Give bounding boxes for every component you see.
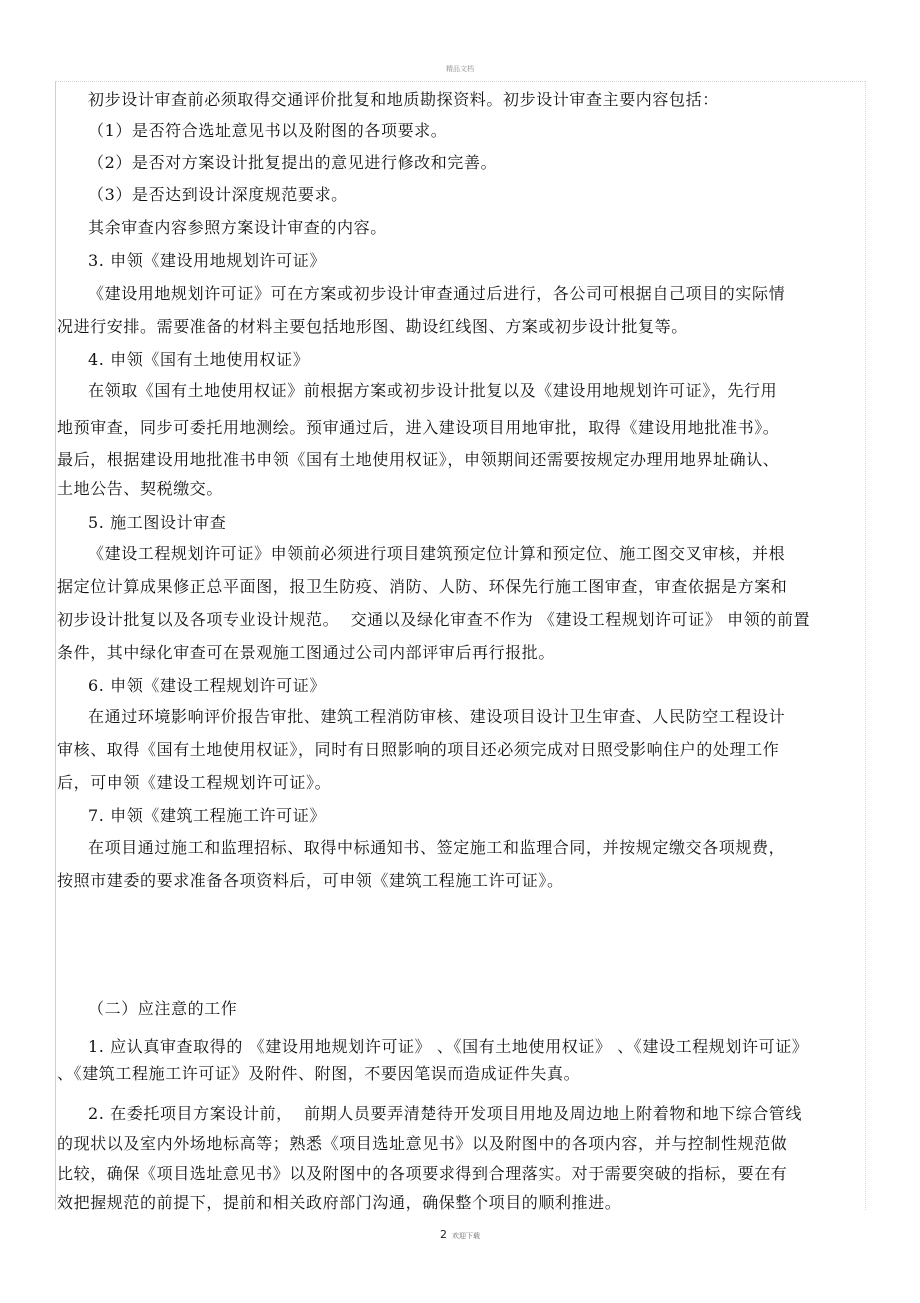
text-line: （2）是否对方案设计批复提出的意见进行修改和完善。 — [88, 153, 498, 172]
text-line: 其余审查内容参照方案设计审查的内容。 — [88, 218, 387, 237]
text-line: （1）是否符合选址意见书以及附图的各项要求。 — [88, 121, 448, 140]
section-heading: 7. 申领《建筑工程施工许可证》 — [88, 806, 326, 825]
text-line: 条件，其中绿化审查可在景观施工图通过公司内部评审后再行报批。 — [57, 643, 556, 662]
text-line: 1. 应认真审查取得的 《建设用地规划许可证》 、《国有土地使用权证》 、《建设工程规划许可证》 — [88, 1037, 809, 1056]
footer-text: 欢迎下载 — [452, 1232, 481, 1240]
text-line: 后，可申领《建设工程规划许可证》。 — [57, 773, 332, 792]
text-line: 在项目通过施工和监理招标、取得中标通知书、签定施工和监理合同，并按规定缴交各项规费， — [88, 838, 786, 857]
text-line: 效把握规范的前提下，提前和相关政府部门沟通，确保整个项目的顺利推进。 — [57, 1193, 622, 1212]
text-line: 据定位计算成果修正总平面图，报卫生防疫、消防、人防、环保先行施工图审查，审查依据是方案和 — [57, 577, 788, 596]
text-line: 初步设计批复以及各项专业设计规范。 交通以及绿化审查不作为 《建设工程规划许可证》 申领的前置 — [57, 610, 811, 629]
text-line: 土地公告、契税缴交。 — [57, 479, 224, 498]
section-heading: 5. 施工图设计审查 — [88, 513, 227, 532]
text-line: 初步设计审查前必须取得交通评价批复和地质勘探资料。初步设计审查主要内容包括： — [88, 90, 719, 109]
section-heading: （二）应注意的工作 — [88, 999, 238, 1018]
text-line: （3）是否达到设计深度规范要求。 — [88, 185, 348, 204]
text-line: 《建设工程规划许可证》申领前必须进行项目建筑预定位计算和预定位、施工图交叉审核，并根 — [88, 544, 786, 563]
section-heading: 6. 申领《建设工程规划许可证》 — [88, 676, 326, 695]
text-line: 地预审查，同步可委托用地测绘。预审通过后，进入建设项目用地审批，取得《建设用地批准书》。 — [57, 418, 780, 437]
section-heading: 4. 申领《国有土地使用权证》 — [88, 350, 310, 369]
page-frame-left — [55, 81, 56, 1210]
page-frame-right — [865, 81, 866, 1210]
text-line: 、《建筑工程施工许可证》及附件、附图，不要因笔误而造成证件失真。 — [57, 1064, 581, 1083]
text-line: 况进行安排。需要准备的材料主要包括地形图、勘设红线图、方案或初步设计批复等。 — [57, 317, 688, 336]
text-line: 比较，确保《项目选址意见书》以及附图中的各项要求得到合理落实。对于需要突破的指标，要在有 — [57, 1164, 788, 1183]
text-line: 审核、取得《国有土地使用权证》，同时有日照影响的项目还必须完成对日照受影响住户的处理工作 — [57, 740, 780, 759]
text-line: 最后，根据建设用地批准书申领《国有土地使用权证》，申领期间还需要按规定办理用地界址确认、 — [57, 450, 780, 469]
header-note: 精品文档 — [446, 65, 474, 73]
text-line: 在通过环境影响评价报告审批、建筑工程消防审核、建设项目设计卫生审查、人民防空工程设计 — [88, 707, 786, 726]
text-line: 2. 在委托项目方案设计前， 前期人员要弄清楚待开发项目用地及周边地上附着物和地下综合管线 — [88, 1104, 803, 1123]
text-line: 按照市建委的要求准备各项资料后，可申领《建筑工程施工许可证》。 — [57, 871, 564, 890]
text-line: 《建设用地规划许可证》可在方案或初步设计审查通过后进行，各公司可根据自己项目的实际情 — [88, 284, 786, 303]
text-line: 的现状以及室内外场地标高等；熟悉《项目选址意见书》以及附图中的各项内容，并与控制性规范做 — [57, 1134, 788, 1153]
page-frame-top — [55, 81, 865, 82]
page-number: 2 — [439, 1228, 447, 1241]
text-line: 在领取《国有土地使用权证》前根据方案或初步设计批复以及《建设用地规划许可证》，先行用 — [88, 381, 778, 400]
page-footer — [0, 1223, 920, 1242]
section-heading: 3. 申领《建设用地规划许可证》 — [88, 251, 326, 270]
